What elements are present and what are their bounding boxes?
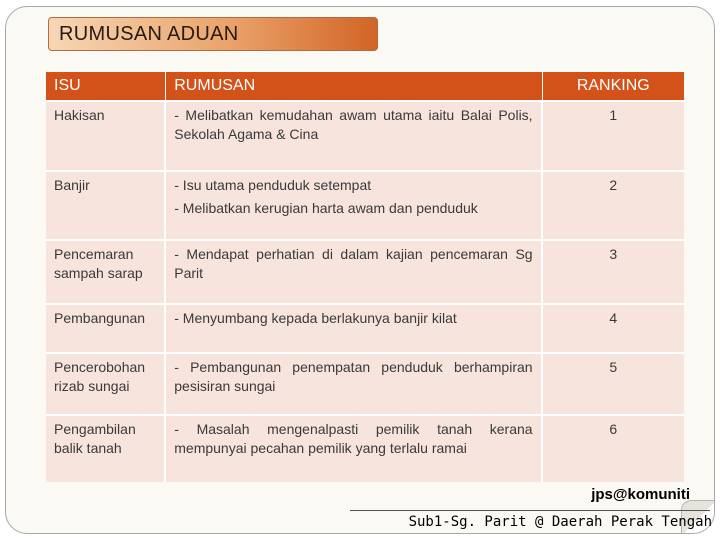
rumusan-line: - Menyumbang kepada berlakunya banjir kilat xyxy=(174,310,457,326)
cell-ranking: 6 xyxy=(543,414,684,482)
footer-location: Sub1-Sg. Parit @ Daerah Perak Tengah xyxy=(408,514,712,530)
page-title: RUMUSAN ADUAN xyxy=(59,23,239,45)
rumusan-line: - Pembangunan penempatan penduduk berhampiran pesisiran sungai xyxy=(174,359,533,394)
aduan-table xyxy=(46,72,684,482)
table-row xyxy=(46,352,684,414)
cell-rumusan xyxy=(166,414,542,482)
cell-isu: Pencemaran sampah sarap xyxy=(46,239,166,303)
rumusan-line: - Isu utama penduduk setempat xyxy=(174,177,372,193)
table-row xyxy=(46,239,684,303)
table-row xyxy=(46,414,684,482)
rumusan-line: - Mendapat perhatian di dalam kajian pencemaran Sg Parit xyxy=(174,246,533,281)
footer-email: jps@komuniti xyxy=(591,486,690,503)
cell-ranking: 1 xyxy=(543,100,684,170)
cell-ranking: 4 xyxy=(543,303,684,352)
cell-isu: Banjir xyxy=(46,170,166,239)
table-row xyxy=(46,303,684,352)
table-row xyxy=(46,100,684,170)
cell-ranking: 2 xyxy=(543,170,684,239)
rumusan-line: - Masalah mengenalpasti pemilik tanah kerana mempunyai pecahan pemilik yang terlalu ramai xyxy=(174,421,533,456)
cell-isu: Hakisan xyxy=(46,100,166,170)
cell-ranking: 3 xyxy=(543,239,684,303)
cell-rumusan xyxy=(166,239,542,303)
cell-rumusan xyxy=(166,352,542,414)
table-row xyxy=(46,170,684,239)
cell-isu: Pembangunan xyxy=(46,303,166,352)
header-isu: ISU xyxy=(46,72,166,100)
header-rumusan: RUMUSAN xyxy=(166,72,542,100)
cell-rumusan xyxy=(166,303,542,352)
table-header-row xyxy=(46,72,684,100)
rumusan-line: - Melibatkan kemudahan awam utama iaitu Balai Polis, Sekolah Agama & Cina xyxy=(174,107,533,142)
rumusan-line: - Melibatkan kerugian harta awam dan penduduk xyxy=(174,200,478,216)
header-ranking: RANKING xyxy=(543,72,684,100)
cell-isu: Pengambilan balik tanah xyxy=(46,414,166,482)
cell-rumusan xyxy=(166,100,542,170)
cell-ranking: 5 xyxy=(543,352,684,414)
title-banner xyxy=(48,17,378,51)
cell-rumusan xyxy=(166,170,542,239)
cell-isu: Pencerobohan rizab sungai xyxy=(46,352,166,414)
footer-divider xyxy=(350,510,710,511)
